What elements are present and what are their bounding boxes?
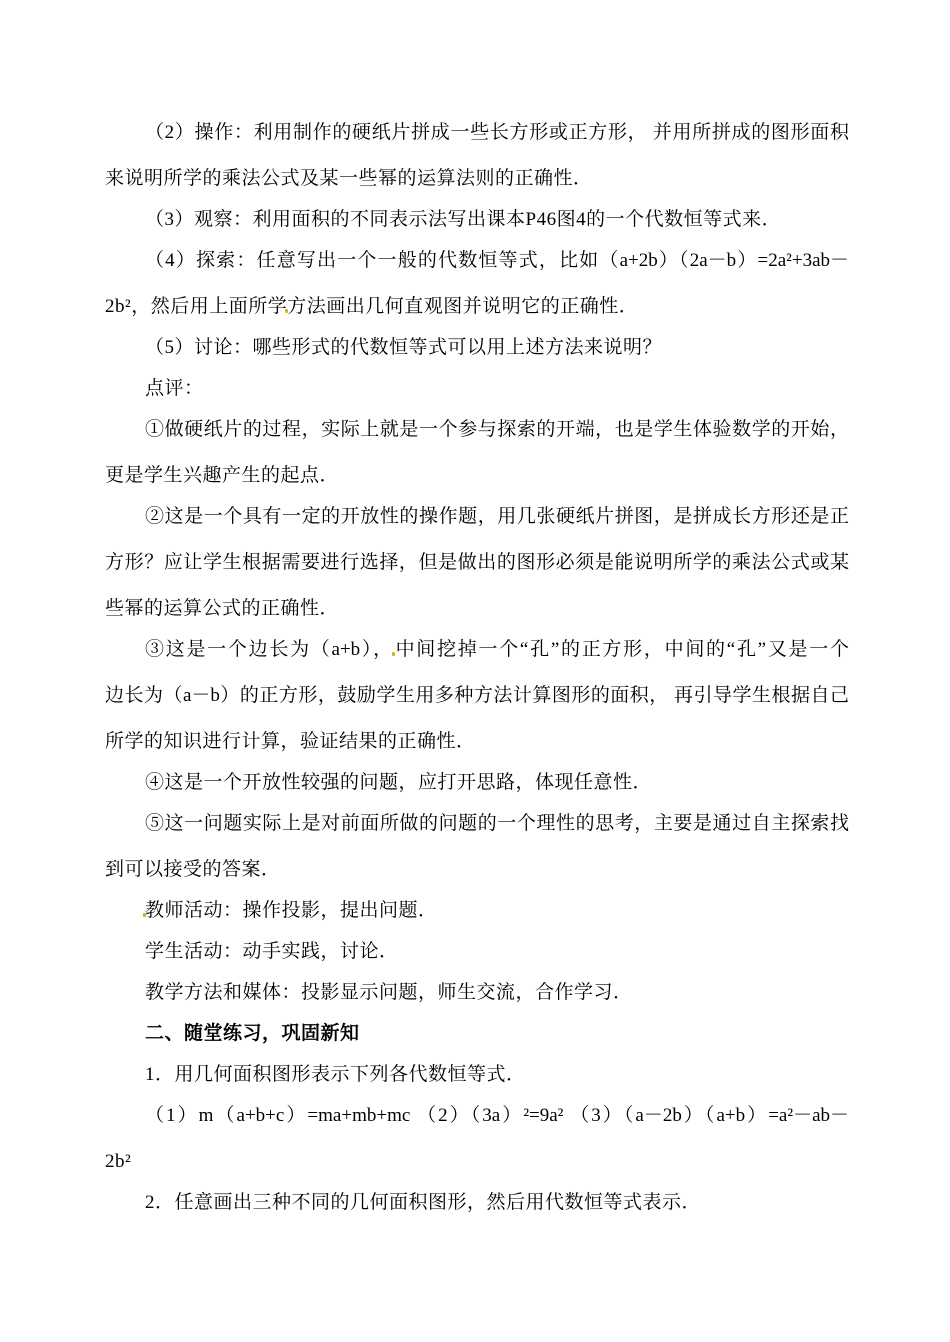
- comment-2-line-3: 些幂的运算公式的正确性．: [105, 598, 340, 619]
- task-discuss: [105, 325, 849, 371]
- task-explore: [105, 238, 849, 330]
- comment-5: [105, 801, 849, 893]
- comment-2: [105, 494, 849, 632]
- comment-label: [105, 366, 849, 412]
- comment-2-line-1: ②这是一个具有一定的开放性的操作题，用几张硬纸片拼图，是拼成长方形还是正: [145, 506, 849, 527]
- exercise-1-item-2: （2）（3a）²=9a²: [417, 1105, 564, 1126]
- exercise-1-items: [105, 1093, 849, 1185]
- task-explore-line-2-end: 方法画出几何直观图并说明它的正确性．: [287, 296, 639, 317]
- teacher-activity: [105, 888, 849, 934]
- student-activity: [105, 929, 849, 975]
- practice-heading: 二、随堂练习，巩固新知: [145, 1023, 360, 1044]
- comment-3-line-1: [105, 627, 849, 673]
- exercise-2-prompt-line: 2．任意画出三种不同的几何面积图形，然后用代数恒等式表示．: [145, 1192, 702, 1213]
- comment-4: [105, 760, 849, 806]
- comment-1: [105, 407, 849, 499]
- student-activity-line: 学生活动：动手实践，讨论．: [145, 941, 399, 962]
- task-operate-line-2: 来说明所学的乘法公式及某一些幂的运算法则的正确性．: [105, 168, 593, 189]
- comment-1-line-1: ①做硬纸片的过程，实际上就是一个参与探索的开端，也是学生体验数学的开始，: [145, 419, 849, 440]
- teaching-method: [105, 970, 849, 1016]
- comment-label-text: 点评：: [145, 378, 204, 399]
- section-heading-practice: [105, 1011, 849, 1057]
- comment-3-line-2: 边长为（a－b）的正方形，鼓励学生用多种方法计算图形的面积， 再引导学生根据自己: [105, 685, 849, 706]
- comment-2-line-2: 方形？应让学生根据需要进行选择，但是做出的图形必须是能说明所学的乘法公式或某: [105, 552, 849, 573]
- teacher-activity-text: 教师活动：操作投影，提出问题．: [145, 900, 438, 921]
- comment-3: [105, 627, 849, 765]
- comment-1-line-2: 更是学生兴趣产生的起点．: [105, 465, 340, 486]
- task-explore-line-1: （4）探索：任意写出一个一般的代数恒等式，比如（a+2b）（2a－b）=2a²+3ab－: [145, 250, 849, 271]
- document-body: [105, 110, 849, 1226]
- comment-3-line-1-start: ③这是一个边长为（a+b），: [145, 639, 394, 660]
- teacher-activity-line: [105, 888, 849, 934]
- exercise-1-prompt-line: 1．用几何面积图形表示下列各代数恒等式．: [145, 1064, 526, 1085]
- exercise-1-item-3-continuation: 2b²: [105, 1151, 132, 1172]
- task-discuss-line: （5）讨论：哪些形式的代数恒等式可以用上述方法来说明？: [145, 337, 663, 358]
- task-operate-line-1: （2）操作：利用制作的硬纸片拼成一些长方形或正方形， 并用所拼成的图形面积: [145, 122, 849, 143]
- teaching-method-line: 教学方法和媒体：投影显示问题，师生交流，合作学习．: [145, 982, 633, 1003]
- exercise-1-prompt: [105, 1052, 849, 1098]
- task-explore-line-2-start: 2b²，然后用上面所学: [105, 296, 288, 317]
- task-explore-line-2: [105, 284, 849, 330]
- comment-4-line: ④这是一个开放性较强的问题，应打开思路，体现任意性．: [145, 772, 653, 793]
- task-observe-line: （3）观察：利用面积的不同表示法写出课本P46图4的一个代数恒等式来．: [145, 209, 782, 230]
- comment-5-line-2: 到可以接受的答案．: [105, 859, 281, 880]
- task-operate: [105, 110, 849, 202]
- exercise-1-formula-line: [105, 1093, 849, 1139]
- comment-3-line-3: 所学的知识进行计算，验证结果的正确性．: [105, 731, 476, 752]
- comment-3-line-1-end: 中间挖掉一个“孔”的正方形，中间的“孔”又是一个: [393, 639, 849, 660]
- task-observe: [105, 197, 849, 243]
- exercise-2-prompt: [105, 1180, 849, 1226]
- comment-5-line-1: ⑤这一问题实际上是对前面所做的问题的一个理性的思考，主要是通过自主探索找: [145, 813, 849, 834]
- exercise-1-item-3: （3）（a－2b）（a+b）=a²－ab－: [570, 1105, 849, 1126]
- exercise-1-item-1: （1）m（a+b+c）=ma+mb+mc: [145, 1105, 411, 1126]
